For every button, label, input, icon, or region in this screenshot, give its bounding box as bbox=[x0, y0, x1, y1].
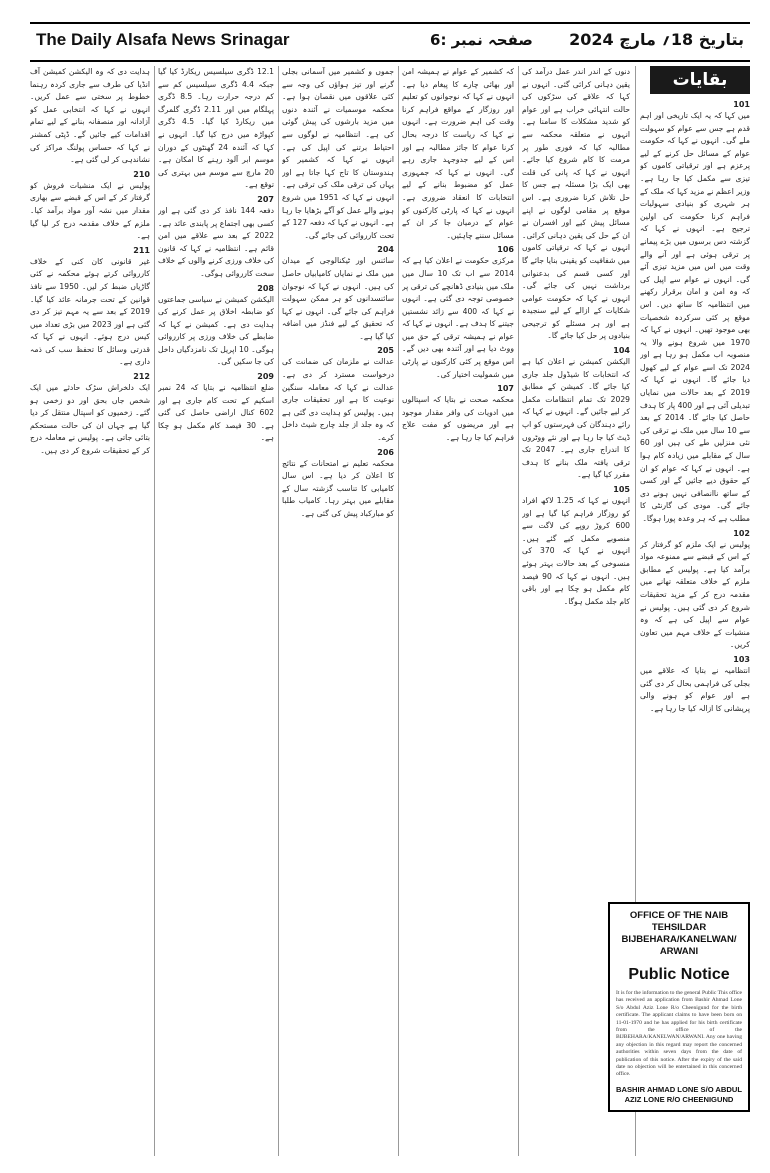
page-number: صفحہ نمبر :6 bbox=[430, 31, 533, 49]
article-number: 101 bbox=[733, 100, 750, 109]
article-text: دفعہ 144 نافذ کر دی گئی ہے اور کسی بھی اجتماع پر پابندی عائد ہے۔ 2022 کے بعد سے علاقے میں امن قائم ہے۔ انتظامیہ نے کہا کہ قانون کی خلاف ورزی کرنے والوں کے خلاف سخت کارروائی ہوگی۔ bbox=[158, 205, 274, 278]
article-number: 103 bbox=[733, 654, 750, 664]
article-number: 208 bbox=[257, 283, 274, 293]
masthead bbox=[30, 22, 750, 62]
article-number: 210 bbox=[133, 169, 150, 179]
newspaper-title: The Daily Alsafa News Srinagar bbox=[36, 30, 290, 49]
column-6 bbox=[30, 66, 150, 1156]
section-banner: بقایات bbox=[650, 66, 750, 94]
issue-date: بتاریخ 18؍ مارچ 2024 bbox=[569, 30, 744, 49]
column-divider bbox=[518, 66, 519, 1156]
article-text: میں کہا کہ یہ ایک تاریخی اور اہم قدم ہے جس سے عوام کو سہولت ملے گی۔ انہوں نے کہا کہ حکومت عوام کے مسائل حل کرنے کے لیے پرعزم ہے اور ترقیاتی کاموں کو تیزی سے مکمل کیا جا رہا ہے۔ وزیر اعظم نے مزید کہا کہ ملک کے ہر شہری کو بنیادی سہولیات فراہم کرنا حکومت کی اولین ترجیح ہے۔ انہوں نے کہا کہ گزشتہ دس برسوں میں بڑے پیمانے پر ترقی ہوئی ہے اور آنے والے وقت میں اس میں مزید تیزی آئے گی۔ انہوں نے عوام سے اپیل کی کہ وہ امن و امان برقرار رکھنے میں انتظامیہ کا ساتھ دیں۔ اس موقع پر کئی سرکردہ شخصیات بھی موجود تھیں۔ انہوں نے کہا کہ 1970 میں شروع ہونے والا یہ منصوبہ اب مکمل ہو رہا ہے اور 2024 تک اسے عوام کے لیے کھول دیا جائے گا۔ انہوں نے کہا کہ 2019 کے بعد حالات میں نمایاں تبدیلی آئی ہے اور 400 پار کا ہدف حاصل کیا جائے گا۔ 2014 کے بعد سے 10 سال میں ملک نے ترقی کی نئی منزلیں طے کی ہیں اور 60 سال کے مقابلے میں زیادہ کام ہوا ہے۔ انہوں نے کہا کہ عوام کو ان کے حقوق دیے جائیں گے اور کسی کے ساتھ ناانصافی نہیں ہونے دی جائے گی۔ مودی کی گارنٹی کا مطلب ہے کہ ہر وعدہ پورا ہوگا۔ bbox=[640, 111, 750, 523]
article-text: انتظامیہ نے بتایا کہ علاقے میں بجلی کی فراہمی بحال کر دی گئی ہے اور عوام کو ہونے والی پریشانی کا ازالہ کیا جا رہا ہے۔ bbox=[640, 665, 750, 713]
article-text: ایک دلخراش سڑک حادثے میں ایک شخص جاں بحق اور دو زخمی ہو گئے۔ زخمیوں کو اسپتال منتقل کر دیا گیا ہے جہاں ان کی حالت مستحکم بتائی جاتی ہے۔ پولیس نے معاملہ درج کر کے تحقیقات شروع کر دی ہیں۔ bbox=[30, 383, 150, 456]
article-text: عدالت نے ملزمان کی ضمانت کی درخواست مسترد کر دی ہے۔ عدالت نے کہا کہ معاملہ سنگین نوعیت کا ہے اور تحقیقات جاری ہیں۔ پولیس کو ہدایت دی گئی ہے کہ وہ جلد از جلد چارج شیٹ داخل کرے۔ bbox=[282, 357, 394, 443]
article-text: کہ کشمیر کے عوام نے ہمیشہ امن اور بھائی چارے کا پیغام دیا ہے۔ انہوں نے کہا کہ نوجوانوں کو تعلیم اور روزگار کے مواقع فراہم کرنا وقت کی اہم ضرورت ہے۔ انہوں نے کہا کہ ریاست کا درجہ بحال کرنا عوام کا جائز مطالبہ ہے اور اس کے لیے جدوجہد جاری رہے گی۔ انہوں نے کہا کہ جمہوری عمل کو مضبوط بنانے کے لیے انتخابات کا انعقاد ضروری ہے۔ انہوں نے کہا کہ پارٹی کارکنوں کو عوام کے درمیان جا کر ان کے مسائل سننے چاہئیں۔ bbox=[402, 67, 514, 240]
article-text: الیکشن کمیشن نے سیاسی جماعتوں کو ضابطہ اخلاق پر عمل کرنے کی ہدایت دی ہے۔ کمیشن نے کہا کہ ضابطے کی خلاف ورزی پر کارروائی ہوگی۔ 10 اپریل تک نامزدگیاں داخل کی جا سکیں گی۔ bbox=[158, 294, 274, 367]
article-text: جموں و کشمیر میں آسمانی بجلی گرنے اور تیز ہواؤں کی وجہ سے کئی علاقوں میں نقصان ہوا ہے۔ محکمہ موسمیات نے آئندہ دنوں میں مزید بارشوں کی پیش گوئی کی ہے۔ انتظامیہ نے لوگوں سے احتیاط برتنے کی اپیل کی ہے۔ انہوں نے کہا کہ کشمیر کو ہندوستان کا تاج کہا جاتا ہے اور یہاں کی ترقی ملک کی ترقی ہے۔ انہوں نے کہا کہ 1951 میں شروع ہونے والے عمل کو آگے بڑھایا جا رہا ہے۔ انہوں نے کہا کہ دفعہ 127 کے تحت کارروائی کی جائے گی۔ bbox=[282, 67, 394, 240]
article-text: مرکزی حکومت نے اعلان کیا ہے کہ 2014 سے اب تک 10 سال میں ملک میں بنیادی ڈھانچے کی ترقی پر خصوصی توجہ دی گئی ہے۔ انہوں نے کہا کہ 400 سے زائد نشستیں جیتنے کا ہدف ہے۔ انہوں نے کہا کہ عوام نے ہمیشہ ترقی کے حق میں ووٹ دیا ہے اور آئندہ بھی دیں گے۔ اس موقع پر کئی کارکنوں نے پارٹی میں شمولیت اختیار کی۔ bbox=[402, 256, 514, 379]
column-5 bbox=[158, 66, 274, 1156]
article-number: 105 bbox=[613, 485, 630, 494]
article-text: ہدایت دی کہ وہ الیکشن کمیشن آف انڈیا کی طرف سے جاری کردہ رہنما خطوط پر سختی سے عمل کریں۔ انہوں نے کہا کہ انتخابی عمل کو آزادانہ اور منصفانہ بنانے کے لیے تمام اقدامات کیے جائیں گے۔ ڈپٹی کمشنر نے کہا کہ حساس پولنگ مراکز کی نشاندہی کر لی گئی ہے۔ bbox=[30, 67, 150, 165]
article-text: سائنس اور ٹیکنالوجی کے میدان میں ملک نے نمایاں کامیابیاں حاصل کی ہیں۔ انہوں نے کہا کہ نوجوان سائنسدانوں کو ہر ممکن سہولت فراہم کی جائے گی۔ انہوں نے کہا کہ تحقیق کے لیے فنڈز میں اضافہ کیا گیا ہے۔ bbox=[282, 256, 394, 341]
notice-title: Public Notice bbox=[628, 966, 730, 983]
article-number: 205 bbox=[377, 346, 394, 356]
article-text: پولیس نے ایک منشیات فروش کو گرفتار کر کے اس کے قبضے سے بھاری مقدار میں نشہ آور مواد برآمد کیا۔ ملزم کے خلاف مقدمہ درج کر لیا گیا ہے۔ bbox=[30, 180, 150, 241]
article-number: 206 bbox=[377, 447, 394, 457]
article-number: 102 bbox=[733, 528, 750, 538]
article-number: 212 bbox=[133, 372, 150, 382]
article-text: الیکشن کمیشن نے اعلان کیا ہے کہ انتخابات کا شیڈول جلد جاری کیا جائے گا۔ کمیشن کے مطابق 2029 تک تمام انتظامات مکمل کر لیے جائیں گے۔ انہوں نے کہا کہ رائے دہندگان کی فہرستوں کو اپ ڈیٹ کیا جا رہا ہے اور نئے ووٹروں کا اندراج جاری ہے۔ 2047 تک ترقی یافتہ ملک بنانے کا ہدف مقرر کیا گیا ہے۔ bbox=[522, 357, 630, 480]
article-text: پولیس نے ایک ملزم کو گرفتار کر کے اس کے قبضے سے ممنوعہ مواد برآمد کیا ہے۔ پولیس کے مطابق ملزم کے خلاف متعلقہ تھانے میں مقدمہ درج کر کے مزید تحقیقات شروع کر دی گئی ہیں۔ پولیس نے عوام سے اپیل کی ہے کہ وہ منشیات کے خلاف مہم میں تعاون کریں۔ bbox=[640, 539, 750, 650]
article-text: دنوں کے اندر اندر عمل درآمد کی یقین دہانی کرائی گئی۔ انہوں نے کہا کہ علاقے کی سڑکوں کی حالت انتہائی خراب ہے اور عوام کو شدید مشکلات کا سامنا ہے۔ انہوں نے متعلقہ محکمہ سے مطالبہ کیا کہ فوری طور پر مرمت کا کام شروع کیا جائے۔ انہوں نے کہا کہ پانی کی قلت بھی ایک بڑا مسئلہ ہے جس کا حل تلاش کرنا ضروری ہے۔ اس موقع پر مقامی لوگوں نے اپنے مسائل پیش کیے اور افسران نے ان کے حل کی یقین دہانی کرائی۔ انہوں نے کہا کہ ترقیاتی کاموں میں شفافیت کو یقینی بنایا جائے گا اور کسی قسم کی بدعنوانی برداشت نہیں کی جائے گی۔ انہوں نے کہا کہ حکومت عوامی شکایات کے ازالے کے لیے سنجیدہ ہے اور ہر مسئلے کو ترجیحی بنیادوں پر حل کیا جائے گا۔ bbox=[522, 67, 630, 341]
article-text: ضلع انتظامیہ نے بتایا کہ 24 نمبر اسکیم کے تحت کام جاری ہے اور 602 کنال اراضی حاصل کی گئی ہے۔ 30 فیصد کام مکمل ہو چکا ہے۔ bbox=[158, 383, 274, 443]
article-number: 211 bbox=[133, 245, 150, 255]
article-number: 209 bbox=[257, 372, 274, 382]
article-number: 106 bbox=[497, 245, 514, 255]
article-text: محکمہ صحت نے بتایا کہ اسپتالوں میں ادویات کی وافر مقدار موجود ہے اور مریضوں کو مفت علاج فراہم کیا جا رہا ہے۔ bbox=[402, 395, 514, 443]
notice-office: OFFICE OF THE NAIB TEHSILDAR BIJBEHARA/KANELWAN/ ARWANI bbox=[621, 910, 737, 957]
newspaper-page bbox=[30, 22, 750, 1162]
article-number: 207 bbox=[257, 194, 274, 204]
article-text: محکمہ تعلیم نے امتحانات کے نتائج کا اعلان کر دیا ہے۔ اس سال کامیابی کا تناسب گزشتہ سال کے مقابلے میں بہتر رہا۔ کامیاب طلبا کو مبارکباد پیش کی گئی ہے۔ bbox=[282, 458, 394, 518]
article-number: 104 bbox=[613, 346, 630, 356]
article-number: 204 bbox=[377, 245, 394, 255]
notice-signature: BASHIR AHMAD LONE S/O ABDUL AZIZ LONE R/O CHEENIGUND bbox=[616, 1084, 742, 1104]
notice-body: It is for the information to the general Public This office has received an application from Bashir Ahmad Lone S/o Abdul Aziz Lone R/o Cheenigund for the birth certificate. The applicant claims to have been born on 11-01-1970 and he has applied for his birth certificate from the office of the BIJBEHARA/KANELWAN/ARWANI. Any one having any objection in this regard may report the concerned authorities within seven days from the date of publication of this notice. After the expiry of the said date no objection will be entertained in this concerned office. bbox=[616, 990, 742, 1078]
column-divider bbox=[398, 66, 399, 1156]
column-divider bbox=[154, 66, 155, 1156]
column-4 bbox=[282, 66, 394, 1156]
article-text: غیر قانونی کان کنی کے خلاف کارروائی کرتے ہوئے محکمہ نے کئی گاڑیاں ضبط کر لیں۔ 1950 سے نافذ قوانین کے تحت جرمانہ عائد کیا گیا۔ 2019 کے بعد سے یہ مہم تیز کر دی گئی ہے اور 2023 میں بڑی تعداد میں کیس درج ہوئے۔ انہوں نے کہا کہ قدرتی وسائل کا تحفظ سب کی ذمہ داری ہے۔ bbox=[30, 256, 150, 367]
article-text: 12.1 ڈگری سیلسیس ریکارڈ کیا گیا جبکہ 4.4 ڈگری سیلسیس کم سے کم درجہ حرارت رہا۔ 8.5 ڈگری پہلگام میں اور 2.11 ڈگری گلمرگ میں ریکارڈ کیا گیا۔ 4.5 ڈگری کپواڑہ میں درج کیا گیا۔ انہوں نے کہا کہ آئندہ 24 گھنٹوں کے دوران موسم ابر آلود رہنے کا امکان ہے۔ 20 مارچ سے موسم میں بہتری کی توقع ہے۔ bbox=[158, 67, 274, 190]
public-notice-box bbox=[608, 902, 750, 1112]
column-3 bbox=[402, 66, 514, 1156]
article-number: 107 bbox=[497, 384, 514, 394]
column-divider bbox=[278, 66, 279, 1156]
article-text: انہوں نے کہا کہ 1.25 لاکھ افراد کو روزگار فراہم کیا گیا ہے اور 600 کروڑ روپے کی لاگت سے منصوبے مکمل کیے گئے ہیں۔ انہوں نے کہا کہ 370 کی منسوخی کے بعد حالات بہتر ہوئے ہیں۔ انہوں نے کہا کہ 90 فیصد کام مکمل ہو چکا ہے اور باقی کام جلد مکمل ہوگا۔ bbox=[522, 496, 630, 606]
